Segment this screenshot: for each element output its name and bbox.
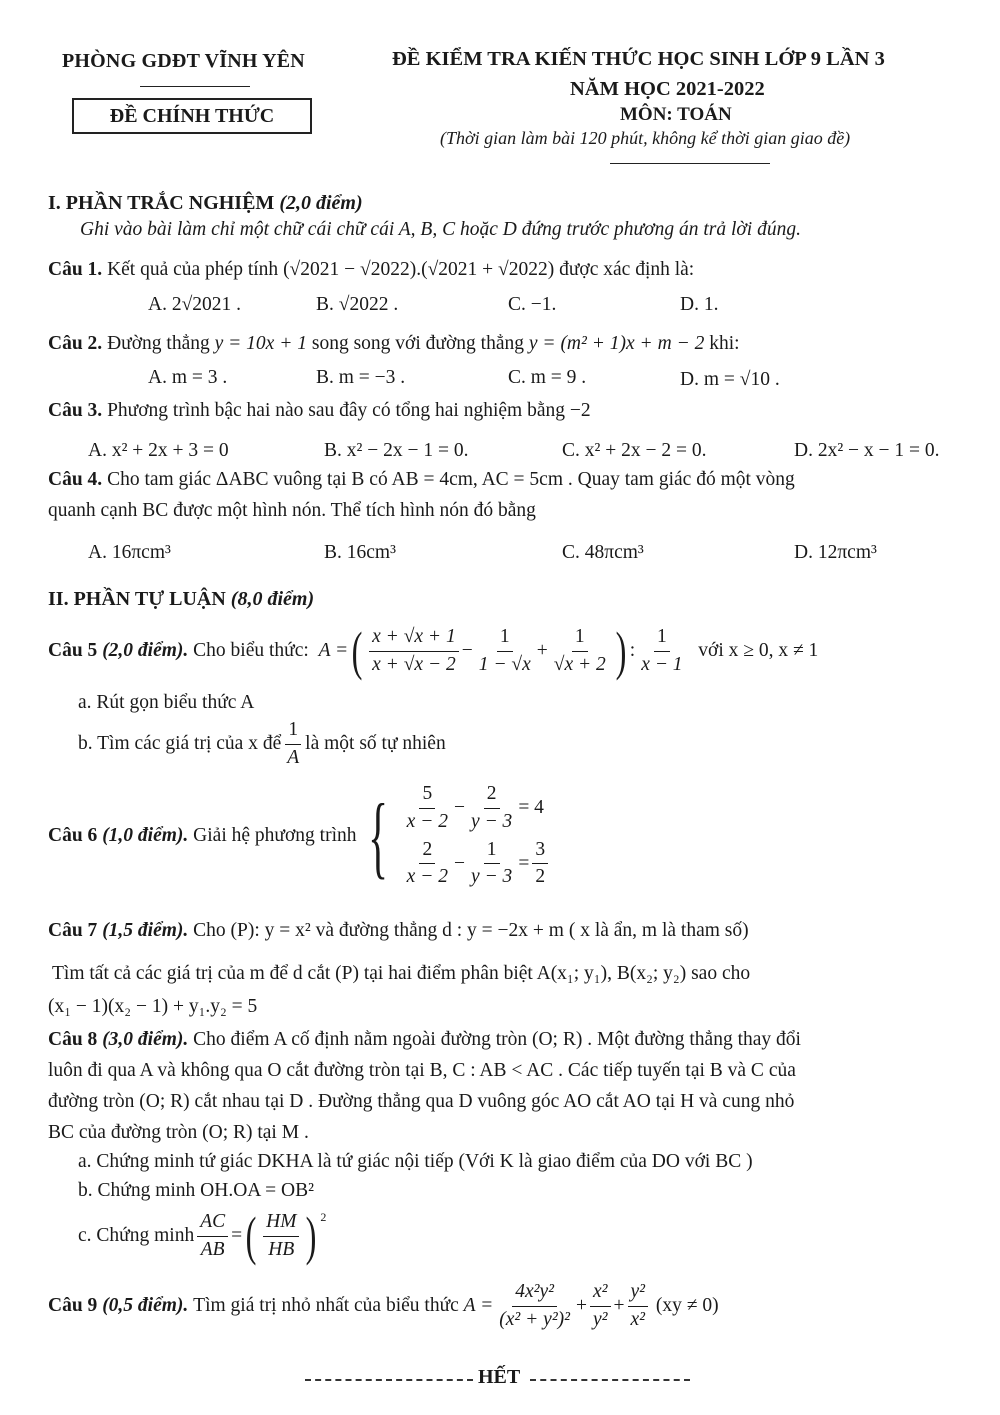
q9-fraction-3 [628,1281,649,1331]
q2-option-b: B. m = −3 . [316,367,406,388]
q4-option-c: C. 48πcm³ [562,542,644,563]
q8-label: Câu 8 [48,1029,98,1050]
q5-part-a: a. Rút gọn biểu thức A [78,692,255,713]
q8-part-a: a. Chứng minh tứ giác DKHA là tứ giác nội tiếp (Với K là giao điểm của DO với BC ) [78,1151,753,1172]
q9-points: (0,5 điểm). [102,1295,189,1316]
q6-text: Giải hệ phương trình [193,825,357,846]
q5-left-paren: ( [351,621,363,681]
q4-option-b: B. 16cm³ [324,542,396,563]
q5-fraction-2 [476,626,534,676]
q9-text: Tìm giá trị nhỏ nhất của biểu thức [193,1295,459,1316]
q8-c-f2-numerator: HM [263,1211,299,1236]
part2-points: (8,0 điểm) [230,588,315,610]
q5-f4-numerator: 1 [654,626,670,651]
q5-b-fraction [284,719,302,769]
q8-c-f1-numerator: AC [197,1211,228,1236]
q5-f4-denominator: x − 1 [641,653,683,675]
part2-heading [48,588,314,611]
official-label-box [72,98,312,134]
q9-fraction-1 [496,1281,573,1331]
question-6 [48,776,551,896]
q9-condition: (xy ≠ 0) [655,1295,719,1316]
q3-option-d: D. 2x² − x − 1 = 0. [794,440,940,461]
q5-f1-denominator: x + √x − 2 [372,653,456,675]
q6-e1-a-denominator: x − 2 [406,810,448,832]
q2-text: Đường thẳng [107,333,210,354]
q5-f3-denominator: √x + 2 [553,653,606,675]
q8-points: (3,0 điểm). [102,1029,189,1050]
q8-c-fraction-1 [197,1211,228,1261]
q6-brace: { [368,785,389,887]
q7-line3: (x₁ − 1)(x₂ − 1) + y₁.y₂ = 5 [48,996,258,1017]
official-label: ĐỀ CHÍNH THỨC [109,104,275,127]
q8-line3: đường tròn (O; R) cắt nhau tại D . Đường thẳng qua D vuông góc AO cắt AO tại H và cung nhỏ [48,1091,795,1112]
time-note: (Thời gian làm bài 120 phút, không kể thời gian giao đề) [440,128,851,148]
q6-equation-1: $\frac{5}{x - 2}$ − $\frac{2}{y - 3}$ = 4 [401,783,551,833]
q2-tail: khi: [709,333,740,354]
q3-option-a: A. x² + 2x + 3 = 0 [88,440,229,461]
q1-label: Câu 1. [48,259,103,280]
q3-label: Câu 3. [48,400,103,421]
q5-fraction-4 [638,626,685,676]
q6-e1-b-numerator: 2 [484,783,500,808]
q6-e2-a-numerator: 2 [419,839,435,864]
q5-b-post: là một số tự nhiên [305,733,446,754]
q9-f1-denominator: (x² + y²)² [499,1308,571,1330]
part1-instruction: Ghi vào bài làm chỉ một chữ cái chữ cái A, B, C hoặc D đứng trước phương án trả lời đúng. [80,219,801,240]
q5-part-b [78,720,446,768]
q2-option-c: C. m = 9 . [508,367,587,388]
q2-mid: song song với đường thẳng [311,333,524,354]
q1-option-a: A. 2√2021 . [148,294,242,315]
q4-text-line1: Cho tam giác ΔABC vuông tại B có AB = 4cm, AC = 5cm . Quay tam giác đó một vòng [107,469,795,490]
q8-line1: Cho điểm A cố định nằm ngoài đường tròn (O; R) . Một đường thẳng thay đổi [193,1029,801,1050]
q9-f2-denominator: y² [593,1308,608,1330]
school-year: NĂM HỌC 2021-2022 [570,78,765,100]
q9-a-equals: A = [463,1295,494,1316]
q5-condition: với x ≥ 0, x ≠ 1 [698,640,819,661]
q5-fraction-3 [551,626,609,676]
q5-fraction-1 [369,626,459,676]
question-5: Câu 5 (2,0 điểm). Cho biểu thức: A = ( $\frac{x + √x + 1}{x + √x - 2}$ − $\frac{1}{1 - √x}$ + $\frac{1}{√x + 2}$ ) : $\frac{1}{x - 1}$ với x ≥ 0, x ≠ 1 [48,621,819,681]
part1-title: I. PHẦN TRẮC NGHIỆM [48,192,275,214]
q7-points: (1,5 điểm). [102,920,189,941]
q5-b-numerator: 1 [285,719,301,744]
q4-label: Câu 4. [48,469,103,490]
q2-line1: y = 10x + 1 [214,333,307,354]
q5-f3-numerator: 1 [572,626,588,651]
q6-e2-rhs-numerator: 3 [532,839,548,864]
q1-expression: (√2021 − √2022).(√2021 + √2022) [283,259,555,280]
q8-part-c: c. Chứng minh $\frac{AC}{AB}$ = ( $\frac{HM}{HB}$ ) $^2$ [78,1206,327,1266]
q6-equation-2: $\frac{2}{x - 2}$ − $\frac{1}{y - 3}$ = $\frac{3}{2}$ [401,839,551,889]
exam-title: ĐỀ KIỂM TRA KIẾN THỨC HỌC SINH LỚP 9 LẦN 3 [392,48,885,70]
q5-f1-numerator: x + √x + 1 [369,626,459,651]
q9-f3-denominator: x² [630,1308,646,1330]
q7-line2: Tìm tất cả các giá trị của m để d cắt (P) tại hai điểm phân biệt A(x₁; y₁), B(x₂; y₂) sao cho [52,963,751,984]
q5-b-pre: b. Tìm các giá trị của x để [78,733,282,754]
q7-label: Câu 7 [48,920,98,941]
q5-label: Câu 5 [48,640,98,661]
part1-heading [48,192,363,215]
q8-c-pre: c. Chứng minh [78,1225,195,1246]
q1-option-d: D. 1. [680,294,719,315]
question-8 [48,1029,801,1051]
q9-f1-numerator: 4x²y² [512,1281,557,1306]
q6-e1-rhs: = 4 [518,797,544,819]
q8-c-exponent: 2 [320,1210,327,1224]
q4-option-a: A. 16πcm³ [88,542,171,563]
q5-right-paren: ) [615,621,627,681]
header-divider-right [610,163,770,164]
q9-f2-numerator: x² [590,1281,611,1306]
q8-line2: luôn đi qua A và không qua O cắt đường tròn tại B, C : AB < AC . Các tiếp tuyến tại B và C của [48,1060,796,1081]
q2-option-a: A. m = 3 . [148,367,228,388]
q6-e2-a-denominator: x − 2 [406,866,448,888]
question-9: Câu 9 (0,5 điểm). Tìm giá trị nhỏ nhất của biểu thức A = $\frac{\text{4x²y²}}{\text{(x² + y²)²}}$ + $\frac{\text{x²}}{\text{y²}}$ + $\frac{\text{y²}}{\text{x²}}$ (xy ≠ 0) [48,1281,719,1330]
question-3 [48,400,591,422]
q6-e2-rhs-denominator: 2 [535,866,546,888]
q8-c-fraction-2 [263,1211,299,1261]
subject: MÔN: TOÁN [620,104,732,125]
q6-system [401,783,551,889]
end-marker: HẾT [478,1366,521,1388]
question-4 [48,469,795,491]
q1-tail: được xác định là: [559,259,695,280]
q6-e2-b-numerator: 1 [484,839,500,864]
part1-points: (2,0 điểm) [279,192,363,214]
q8-c-f2-denominator: HB [268,1238,295,1260]
q6-e2-b-denominator: y − 3 [470,866,513,888]
q8-c-f1-denominator: AB [200,1238,225,1260]
q5-f2-denominator: 1 − √x [478,653,531,675]
q1-text: Kết quả của phép tính [107,259,279,280]
q6-e1-b-denominator: y − 3 [470,810,513,832]
q3-option-b: B. x² − 2x − 1 = 0. [324,440,469,461]
q4-option-d: D. 12πcm³ [794,542,877,563]
q8-part-b: b. Chứng minh OH.OA = OB² [78,1180,314,1201]
q6-label: Câu 6 [48,825,98,846]
q1-option-c: C. −1. [508,294,557,315]
q6-points: (1,0 điểm). [102,825,189,846]
q5-b-denominator: A [287,746,300,768]
question-2 [48,333,740,355]
q8-line4: BC của đường tròn (O; R) tại M . [48,1122,309,1143]
question-1 [48,259,694,281]
q3-text: Phương trình bậc hai nào sau đây có tổng hai nghiệm bằng −2 [107,400,591,421]
q5-points: (2,0 điểm). [102,640,189,661]
end-divider-left [305,1379,473,1381]
q4-text-line2: quanh cạnh BC được một hình nón. Thể tích hình nón đó bằng [48,500,536,521]
q8-c-left-paren: ( [245,1206,257,1266]
q8-c-right-paren: ) [306,1206,317,1266]
header-divider-left [140,86,250,87]
q9-label: Câu 9 [48,1295,98,1316]
q7-line1: Cho (P): y = x² và đường thẳng d : y = −2x + m ( x là ẩn, m là tham số) [193,920,749,941]
part2-title: II. PHẦN TỰ LUẬN [48,588,226,610]
department-name: PHÒNG GDĐT VĨNH YÊN [62,50,305,72]
q9-f3-numerator: y² [628,1281,649,1306]
question-7 [48,920,749,942]
q3-option-c: C. x² + 2x − 2 = 0. [562,440,707,461]
q2-line2: y = (m² + 1)x + m − 2 [528,333,705,354]
q2-label: Câu 2. [48,333,103,354]
q2-option-d: D. m = √10 . [680,369,780,390]
end-divider-right [530,1379,690,1381]
q5-f2-numerator: 1 [497,626,513,651]
q5-text: Cho biểu thức: [193,640,309,661]
q6-e1-a-numerator: 5 [419,783,435,808]
q1-option-b: B. √2022 . [316,294,399,315]
q5-a-equals: A = [318,640,349,661]
q9-fraction-2 [590,1281,611,1331]
